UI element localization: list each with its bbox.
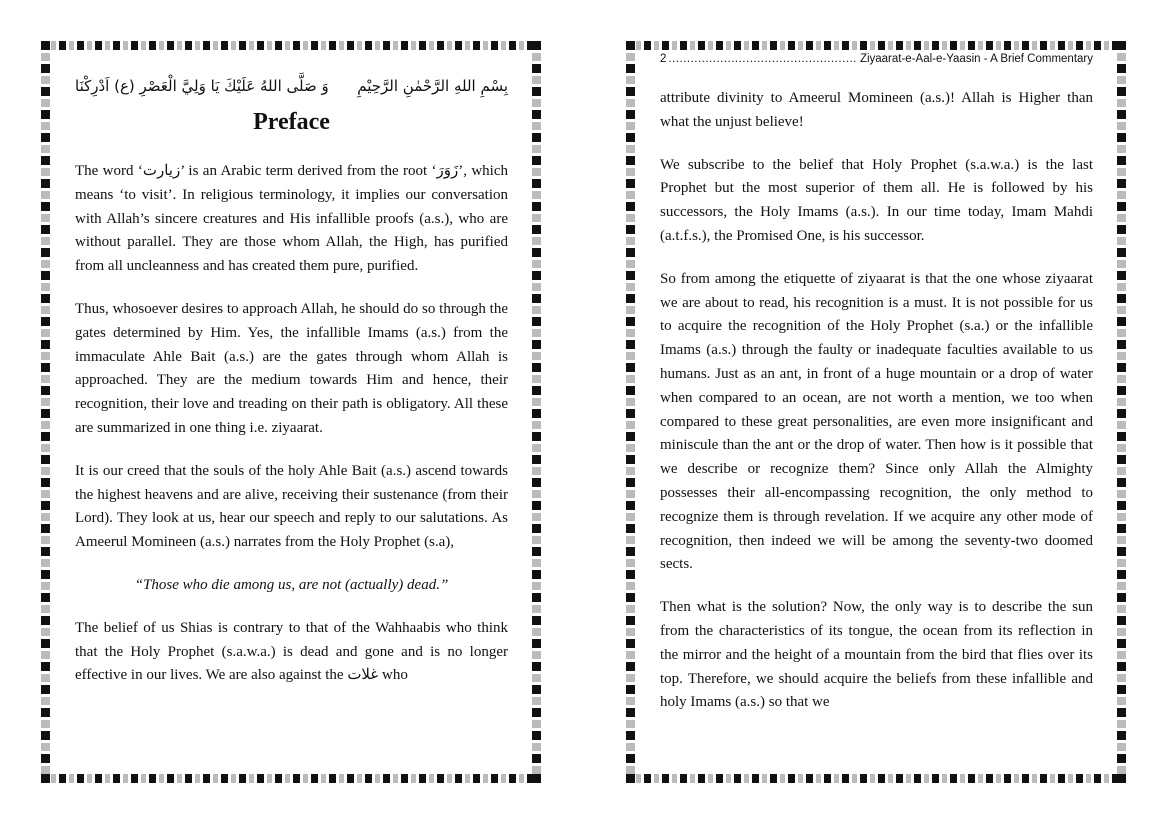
left-page — [41, 41, 541, 783]
paragraph: So from among the etiquette of ziyaarat is that the one whose ziyaarat we are about to read, his recognition is a must. It is not possible for us to acquire the recognition of the Holy Prophet (s.a.) or the infallible Imams (a.s.) through the faulty or inadequate faculties available to us humans. Just as an ant, in front of a huge mountain or a drop of water when compared to an ocean, are not worth a mention, we too when compared to these great personalities, are even more insignificant and miniscule than the ant or the drop of water. Then how is it possible that we describe or recognize them? Since only Allah the Almighty possesses their all-encompassing recognition, the only method to recognize them is through revelation. If we acquire any other mode of recognition, then indeed we will be among the seventy-two doomed sects. — [660, 270, 1093, 573]
page-number: 2 — [660, 53, 667, 65]
decorative-border-right — [1117, 41, 1126, 783]
paragraph: The word ‘زیارت’ is an Arabic term derived from the root ‘زَوَرَ’, which means ‘to visit’. In religious terminology, it implies our conversation with Allah’s sincere creatures and His infallible proofs (a.s.), who are without parallel. They are those whom Allah, the High, has purified from all uncleanness and has created them pure, purified. — [75, 163, 508, 275]
arabic-header — [75, 71, 508, 101]
paragraph: Then what is the solution? Now, the only way is to describe the sun from the characteristics of its tongue, the ocean from its reflection in the mirror and the height of a mountain from the bird that flies over its top. Therefore, we should acquire the beliefs from these infallible and holy Imams (a.s.) so that we — [660, 599, 1093, 711]
right-page-content — [660, 53, 1093, 763]
quote: “Those who die among us, are not (actually) dead.” — [134, 576, 449, 593]
border-corner — [532, 774, 541, 783]
decorative-border-right — [532, 41, 541, 783]
border-corner — [41, 774, 50, 783]
paragraph: We subscribe to the belief that Holy Prophet (s.a.w.a.) is the last Prophet but the most superior of them all. He is followed by his successors, the Holy Imams (a.s.). In our time today, Imam Mahdi (a.t.f.s.), the Promised One, is his successor. — [660, 156, 1093, 244]
border-corner — [1117, 41, 1126, 50]
border-corner — [41, 41, 50, 50]
arabic-salutation: وَ صَلَّى اللهُ عَلَيْكَ يَا وَلِيَّ الْعَصْرِ (ع) اَدْرِكْنَا — [75, 77, 329, 95]
decorative-border-top — [626, 41, 1126, 50]
border-corner — [626, 774, 635, 783]
border-corner — [532, 41, 541, 50]
dot-leader — [668, 53, 858, 65]
paragraph: It is our creed that the souls of the holy Ahle Bait (a.s.) ascend towards the highest heavens and are alive, receiving their sustenance (from their Lord). They look at us, hear our speech and reply to our salutations. As Ameerul Momineen (a.s.) narrates from the Holy Prophet (s.a), — [75, 462, 508, 551]
running-header — [660, 53, 1093, 71]
paragraph: attribute divinity to Ameerul Momineen (a.s.)! Allah is Higher than what the unjust believe! — [660, 90, 1093, 130]
page-title: Preface — [253, 109, 330, 135]
decorative-border-bottom — [41, 774, 541, 783]
paragraph: The belief of us Shias is contrary to that of the Wahhaabis who think that the Holy Prophet (s.a.w.a.) is dead and gone and is no longer effective in our lives. We are also against the غلات who — [75, 619, 508, 684]
bismillah: بِسْمِ اللهِ الرَّحْمٰنِ الرَّحِيْمِ — [357, 77, 508, 95]
decorative-border-left — [41, 41, 50, 783]
decorative-border-top — [41, 41, 541, 50]
decorative-border-bottom — [626, 774, 1126, 783]
border-corner — [1117, 774, 1126, 783]
running-title: Ziyaarat-e-Aal-e-Yaasin - A Brief Commentary — [859, 53, 1093, 65]
border-corner — [626, 41, 635, 50]
left-page-content — [75, 71, 508, 763]
decorative-border-left — [626, 41, 635, 783]
right-page — [626, 41, 1126, 783]
paragraph: Thus, whosoever desires to approach Allah, he should do so through the gates determined by Him. Yes, the infallible Imams (a.s.) from the immaculate Ahle Bait (a.s.) are the gates through whom Allah is approached. They are the medium towards Him and hence, their recognition, their love and treading on their path is obligatory. All these are summarized in one thing i.e. ziyaarat. — [75, 300, 508, 436]
